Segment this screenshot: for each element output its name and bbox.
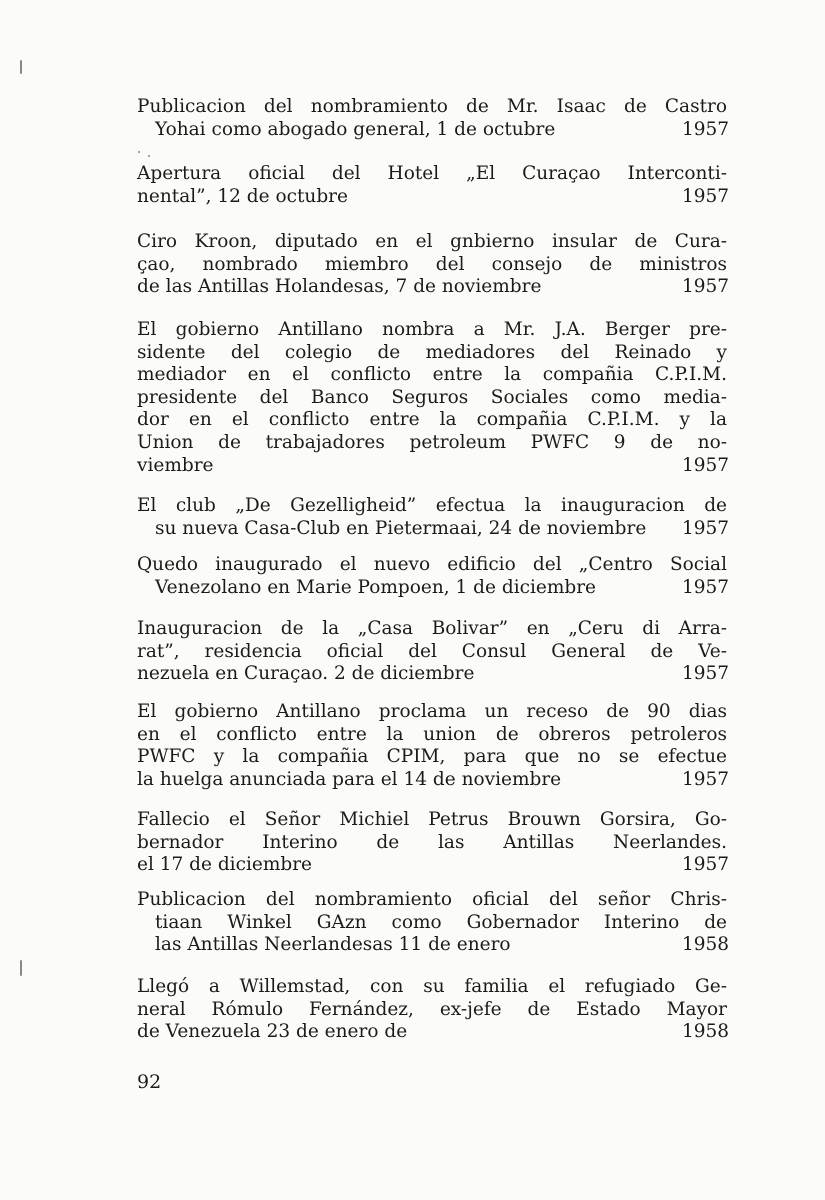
entry-text-line: neral Rómulo Fernández, ex-jefe de Estado Mayor (137, 998, 727, 1020)
entry-text-line: Publicacion del nombramiento oficial del señor Chris- (137, 889, 727, 910)
chronology-entry (137, 809, 730, 877)
entry-text-line: tiaan Winkel GAzn como Gobernador Interino de (155, 911, 727, 933)
chronology-entry (137, 701, 730, 791)
entry-year: 1957 (682, 663, 730, 685)
chronology-entry (137, 889, 730, 957)
entry-year: 1957 (682, 517, 730, 539)
entry-text-line: Yohai como abogado general, 1 de octubre (155, 118, 556, 140)
entry-text-line: bernador Interino de las Antillas Neerlandes. (137, 831, 727, 853)
entry-text-line: Apertura oficial del Hotel „El Curaçao Interconti- (137, 163, 727, 184)
entry-text-line: su nueva Casa-Club en Pietermaai, 24 de noviembre (155, 517, 647, 539)
scan-speck (20, 960, 22, 976)
chronology-entry (137, 495, 730, 540)
chronology-entry (137, 319, 730, 477)
entry-text-line: Quedo inaugurado el nuevo edificio del „Centro Social (137, 554, 727, 575)
entry-year: 1958 (682, 934, 730, 956)
entry-text-line: Venezolano en Marie Pompoen, 1 de diciembre (155, 576, 597, 598)
chronology-entry (137, 96, 730, 141)
entry-text-line: en el conflicto entre la union de obreros petroleros (137, 723, 727, 745)
chronology-entry (137, 976, 730, 1044)
entry-text-line: Union de trabajadores petroleum PWFC 9 de no- (137, 431, 727, 453)
entry-year: 1957 (682, 276, 730, 298)
entry-year: 1957 (682, 454, 730, 476)
entry-text-line: Llegó a Willemstad, con su familia el refugiado Ge- (137, 976, 727, 997)
entry-text-line: Inauguracion de la „Casa Bolivar” en „Ceru di Arra- (137, 618, 727, 639)
entry-text-line: Fallecio el Señor Michiel Petrus Brouwn Gorsira, Go- (137, 809, 727, 830)
entry-year: 1957 (682, 768, 730, 790)
entry-text-line: nezuela en Curaçao. 2 de diciembre (137, 663, 475, 685)
entry-text-line: de las Antillas Holandesas, 7 de noviembre (137, 276, 542, 298)
entry-text-line: la huelga anunciada para el 14 de noviembre (137, 768, 562, 790)
entry-text-line: El gobierno Antillano nombra a Mr. J.A. Berger pre- (137, 319, 727, 340)
entry-year: 1957 (682, 576, 730, 598)
entry-year: 1957 (682, 118, 730, 140)
entry-text-line: El club „De Gezelligheid” efectua la inauguracion de (137, 495, 727, 516)
scan-speck (148, 155, 150, 157)
entry-year: 1957 (682, 185, 730, 207)
entry-text-line: presidente del Banco Seguros Sociales como media- (137, 386, 727, 408)
entry-text-line: el 17 de diciembre (137, 854, 313, 876)
entry-text-line: çao, nombrado miembro del consejo de ministros (137, 253, 727, 275)
entry-text-line: El gobierno Antillano proclama un receso de 90 dias (137, 701, 727, 722)
entry-text-line: de Venezuela 23 de enero de (137, 1021, 408, 1043)
entry-text-line: PWFC y la compañia CPIM, para que no se efectue (137, 746, 727, 768)
entry-text-line: nental”, 12 de octubre (137, 185, 348, 207)
entry-text-line: mediador en el conflicto entre la compañia C.P.I.M. (137, 364, 727, 386)
entry-text-line: sidente del colegio de mediadores del Reinado y (137, 341, 727, 363)
page-number: 92 (137, 1071, 162, 1093)
chronology-entry (137, 618, 730, 686)
chronology-entry (137, 554, 730, 599)
chronology-entry (137, 231, 730, 299)
entry-year: 1957 (682, 854, 730, 876)
scan-speck (138, 151, 140, 153)
entry-year: 1958 (682, 1021, 730, 1043)
scan-speck (20, 60, 22, 74)
chronology-entry (137, 163, 730, 208)
entry-text-line: las Antillas Neerlandesas 11 de enero (155, 934, 511, 956)
entry-text-line: Publicacion del nombramiento de Mr. Isaac de Castro (137, 96, 727, 117)
entry-text-line: dor en el conflicto entre la compañia C.P.I.M. y la (137, 409, 727, 431)
entry-text-line: rat”, residencia oficial del Consul General de Ve- (137, 640, 727, 662)
entry-text-line: viembre (137, 454, 214, 476)
entry-text-line: Ciro Kroon, diputado en el gnbierno insular de Cura- (137, 231, 727, 252)
